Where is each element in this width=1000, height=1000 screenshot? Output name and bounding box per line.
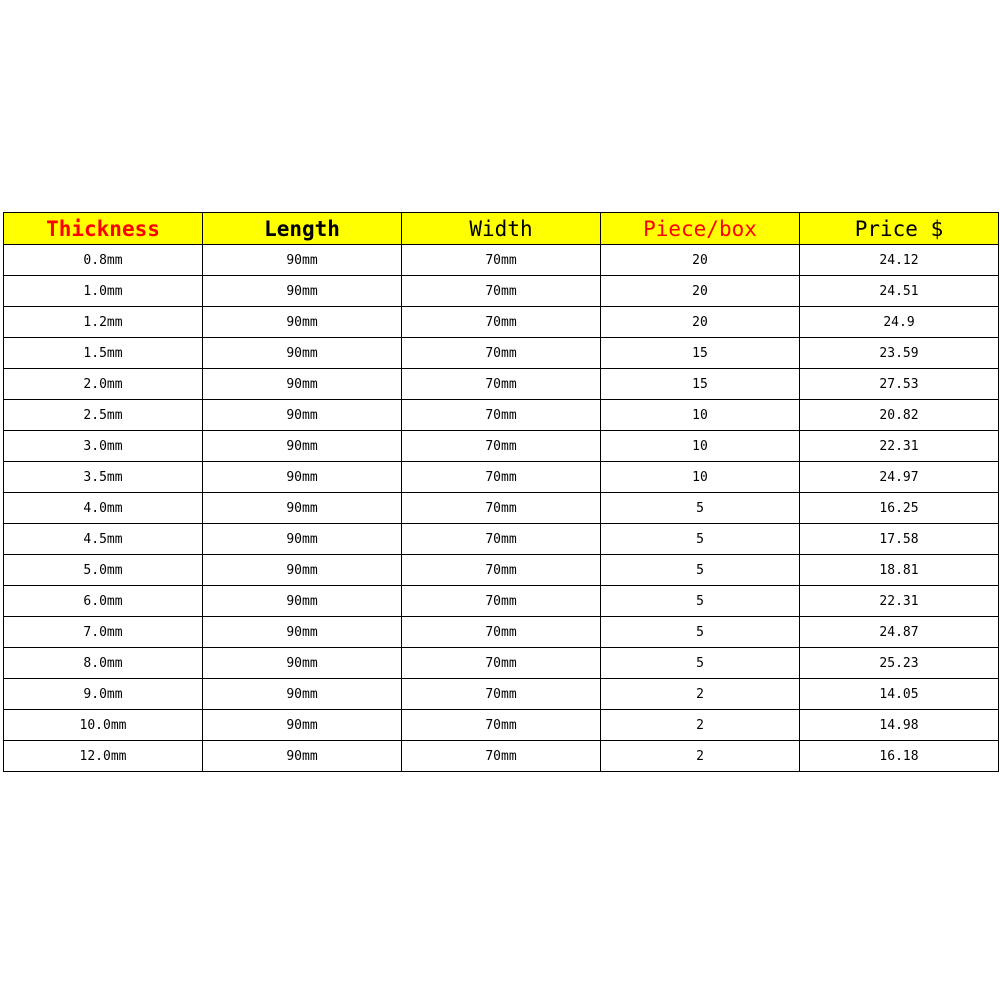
cell-width: 70mm bbox=[402, 524, 601, 555]
cell-length: 90mm bbox=[203, 617, 402, 648]
table-row bbox=[4, 617, 999, 648]
table-row bbox=[4, 307, 999, 338]
cell-length: 90mm bbox=[203, 245, 402, 276]
cell-thickness: 12.0mm bbox=[4, 741, 203, 772]
cell-price: 23.59 bbox=[800, 338, 999, 369]
cell-width: 70mm bbox=[402, 400, 601, 431]
cell-price: 17.58 bbox=[800, 524, 999, 555]
cell-piece-per-box: 5 bbox=[601, 555, 800, 586]
table-row bbox=[4, 493, 999, 524]
cell-width: 70mm bbox=[402, 493, 601, 524]
cell-piece-per-box: 2 bbox=[601, 741, 800, 772]
header-piece-per-box: Piece/box bbox=[601, 213, 800, 245]
cell-thickness: 9.0mm bbox=[4, 679, 203, 710]
cell-piece-per-box: 5 bbox=[601, 586, 800, 617]
cell-piece-per-box: 5 bbox=[601, 617, 800, 648]
cell-width: 70mm bbox=[402, 555, 601, 586]
cell-price: 16.18 bbox=[800, 741, 999, 772]
cell-length: 90mm bbox=[203, 307, 402, 338]
cell-width: 70mm bbox=[402, 586, 601, 617]
table-row bbox=[4, 245, 999, 276]
cell-thickness: 3.5mm bbox=[4, 462, 203, 493]
cell-width: 70mm bbox=[402, 617, 601, 648]
cell-thickness: 5.0mm bbox=[4, 555, 203, 586]
cell-width: 70mm bbox=[402, 307, 601, 338]
cell-price: 22.31 bbox=[800, 586, 999, 617]
cell-price: 20.82 bbox=[800, 400, 999, 431]
cell-length: 90mm bbox=[203, 710, 402, 741]
spec-table bbox=[3, 212, 999, 772]
table-header bbox=[4, 213, 999, 245]
cell-width: 70mm bbox=[402, 462, 601, 493]
cell-width: 70mm bbox=[402, 369, 601, 400]
cell-price: 14.05 bbox=[800, 679, 999, 710]
table-row bbox=[4, 741, 999, 772]
cell-length: 90mm bbox=[203, 338, 402, 369]
header-width: Width bbox=[402, 213, 601, 245]
table-row bbox=[4, 648, 999, 679]
cell-length: 90mm bbox=[203, 369, 402, 400]
cell-piece-per-box: 2 bbox=[601, 710, 800, 741]
cell-width: 70mm bbox=[402, 679, 601, 710]
table-row bbox=[4, 555, 999, 586]
cell-piece-per-box: 15 bbox=[601, 369, 800, 400]
cell-length: 90mm bbox=[203, 679, 402, 710]
table-row bbox=[4, 400, 999, 431]
cell-width: 70mm bbox=[402, 741, 601, 772]
cell-length: 90mm bbox=[203, 276, 402, 307]
cell-piece-per-box: 10 bbox=[601, 431, 800, 462]
table-row bbox=[4, 524, 999, 555]
cell-length: 90mm bbox=[203, 524, 402, 555]
cell-price: 16.25 bbox=[800, 493, 999, 524]
cell-piece-per-box: 20 bbox=[601, 307, 800, 338]
cell-length: 90mm bbox=[203, 431, 402, 462]
cell-thickness: 4.0mm bbox=[4, 493, 203, 524]
cell-width: 70mm bbox=[402, 710, 601, 741]
cell-thickness: 3.0mm bbox=[4, 431, 203, 462]
cell-price: 25.23 bbox=[800, 648, 999, 679]
cell-price: 24.12 bbox=[800, 245, 999, 276]
cell-piece-per-box: 20 bbox=[601, 245, 800, 276]
table-row bbox=[4, 369, 999, 400]
cell-piece-per-box: 10 bbox=[601, 462, 800, 493]
cell-length: 90mm bbox=[203, 586, 402, 617]
cell-thickness: 0.8mm bbox=[4, 245, 203, 276]
cell-thickness: 4.5mm bbox=[4, 524, 203, 555]
cell-piece-per-box: 5 bbox=[601, 648, 800, 679]
cell-price: 18.81 bbox=[800, 555, 999, 586]
cell-price: 24.51 bbox=[800, 276, 999, 307]
table-row bbox=[4, 276, 999, 307]
header-row bbox=[4, 213, 999, 245]
cell-piece-per-box: 2 bbox=[601, 679, 800, 710]
cell-thickness: 6.0mm bbox=[4, 586, 203, 617]
cell-length: 90mm bbox=[203, 400, 402, 431]
cell-width: 70mm bbox=[402, 276, 601, 307]
cell-piece-per-box: 20 bbox=[601, 276, 800, 307]
cell-piece-per-box: 5 bbox=[601, 524, 800, 555]
table-row bbox=[4, 462, 999, 493]
cell-thickness: 2.0mm bbox=[4, 369, 203, 400]
header-price: Price $ bbox=[800, 213, 999, 245]
cell-length: 90mm bbox=[203, 741, 402, 772]
table-row bbox=[4, 710, 999, 741]
table-row bbox=[4, 338, 999, 369]
cell-thickness: 2.5mm bbox=[4, 400, 203, 431]
cell-price: 14.98 bbox=[800, 710, 999, 741]
cell-length: 90mm bbox=[203, 462, 402, 493]
cell-price: 24.9 bbox=[800, 307, 999, 338]
cell-price: 22.31 bbox=[800, 431, 999, 462]
cell-width: 70mm bbox=[402, 648, 601, 679]
cell-thickness: 1.2mm bbox=[4, 307, 203, 338]
cell-price: 27.53 bbox=[800, 369, 999, 400]
cell-piece-per-box: 10 bbox=[601, 400, 800, 431]
cell-thickness: 7.0mm bbox=[4, 617, 203, 648]
table-row bbox=[4, 586, 999, 617]
cell-piece-per-box: 5 bbox=[601, 493, 800, 524]
header-length: Length bbox=[203, 213, 402, 245]
cell-length: 90mm bbox=[203, 493, 402, 524]
cell-thickness: 1.0mm bbox=[4, 276, 203, 307]
table-row bbox=[4, 431, 999, 462]
cell-price: 24.87 bbox=[800, 617, 999, 648]
cell-thickness: 1.5mm bbox=[4, 338, 203, 369]
cell-thickness: 10.0mm bbox=[4, 710, 203, 741]
cell-thickness: 8.0mm bbox=[4, 648, 203, 679]
cell-width: 70mm bbox=[402, 245, 601, 276]
cell-length: 90mm bbox=[203, 555, 402, 586]
cell-width: 70mm bbox=[402, 431, 601, 462]
cell-piece-per-box: 15 bbox=[601, 338, 800, 369]
cell-price: 24.97 bbox=[800, 462, 999, 493]
table-body bbox=[4, 245, 999, 772]
header-thickness: Thickness bbox=[4, 213, 203, 245]
cell-width: 70mm bbox=[402, 338, 601, 369]
cell-length: 90mm bbox=[203, 648, 402, 679]
table-row bbox=[4, 679, 999, 710]
